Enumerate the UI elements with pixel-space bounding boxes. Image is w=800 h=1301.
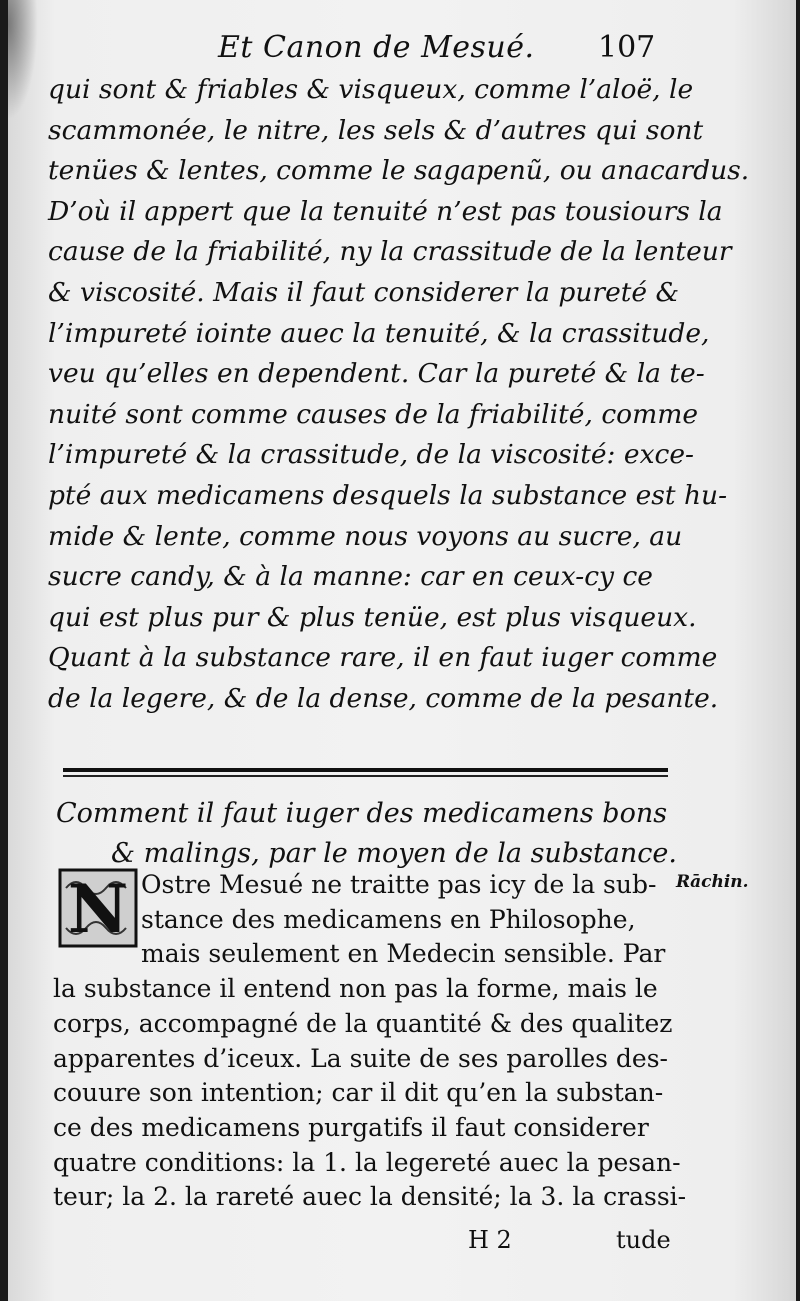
text-line: nuité sont comme causes de la friabilité, comme xyxy=(48,398,699,430)
book-page xyxy=(8,0,796,1301)
text-line: mide & lente, comme nous voyons au sucre, au xyxy=(48,520,683,552)
section-heading xyxy=(56,794,676,874)
text-line: D’où il appert que la tenuité n’est pas tousiours la xyxy=(48,195,723,227)
text-line: la substance il entend non pas la forme, mais le xyxy=(53,974,658,1004)
heading-line: & malings, par le moyen de la substance. xyxy=(111,838,677,869)
text-line: teur; la 2. la rareté auec la densité; la 3. la crassi- xyxy=(53,1182,687,1212)
text-line: corps, accompagné de la quantité & des qualitez xyxy=(53,1008,673,1038)
catchword: tude xyxy=(616,1226,671,1254)
text-line: l’impureté iointe auec la tenuité, & la crassitude, xyxy=(48,317,710,349)
italic-text-block xyxy=(48,70,750,720)
text-line: sucre candy, & à la manne: car en ceux-cy ce xyxy=(48,561,653,593)
text-line: stance des medicamens en Philosophe, xyxy=(141,904,636,934)
text-line: apparentes d’iceux. La suite de ses parolles des- xyxy=(53,1043,668,1073)
text-line: qui est plus pur & plus tenüe, est plus visqueux. xyxy=(48,601,697,633)
text-line: & viscosité. Mais il faut considerer la pureté & xyxy=(48,276,680,308)
text-line: mais seulement en Medecin sensible. Par xyxy=(141,939,666,969)
text-line: Ostre Mesué ne traitte pas icy de la sub- xyxy=(141,870,657,899)
text-line: couure son intention; car il dit qu’en la substan- xyxy=(53,1078,664,1108)
text-line: tenües & lentes, comme le sagapenũ, ou anacardus. xyxy=(48,155,750,187)
drop-cap-letter: N xyxy=(67,870,129,948)
text-line: ce des medicamens purgatifs il faut considerer xyxy=(53,1112,649,1142)
text-line: qui sont & friables & visqueux, comme l’aloë, le xyxy=(48,74,694,105)
divider-thick-line xyxy=(63,768,668,772)
text-line: veu qu’elles en dependent. Car la pureté & la te- xyxy=(48,358,705,390)
signature-mark: H 2 xyxy=(468,1226,512,1254)
heading-line: Comment il faut iuger des medicamens bons xyxy=(56,798,668,829)
margin-note: Rāchin. xyxy=(676,872,749,892)
text-line: quatre conditions: la 1. la legereté auec la pesan- xyxy=(53,1147,681,1177)
running-head-title: Et Canon de Mesué. xyxy=(218,30,535,65)
page-number: 107 xyxy=(598,30,656,65)
divider-thin-line xyxy=(63,775,668,777)
text-line: cause de la friabilité, ny la crassitude de la lenteur xyxy=(48,236,732,268)
text-line: pté aux medicamens desquels la substance est hu- xyxy=(48,479,728,511)
text-line: Quant à la substance rare, il en faut iuger comme xyxy=(48,642,718,674)
text-line: de la legere, & de la dense, comme de la pesante. xyxy=(48,682,719,714)
text-line: scammonée, le nitre, les sels & d’autres qui sont xyxy=(48,114,704,146)
text-line: l’impureté & la crassitude, de la viscosité: exce- xyxy=(48,439,695,471)
roman-text-block xyxy=(53,868,687,1215)
running-head xyxy=(8,22,796,72)
section-divider-rule xyxy=(63,768,668,778)
